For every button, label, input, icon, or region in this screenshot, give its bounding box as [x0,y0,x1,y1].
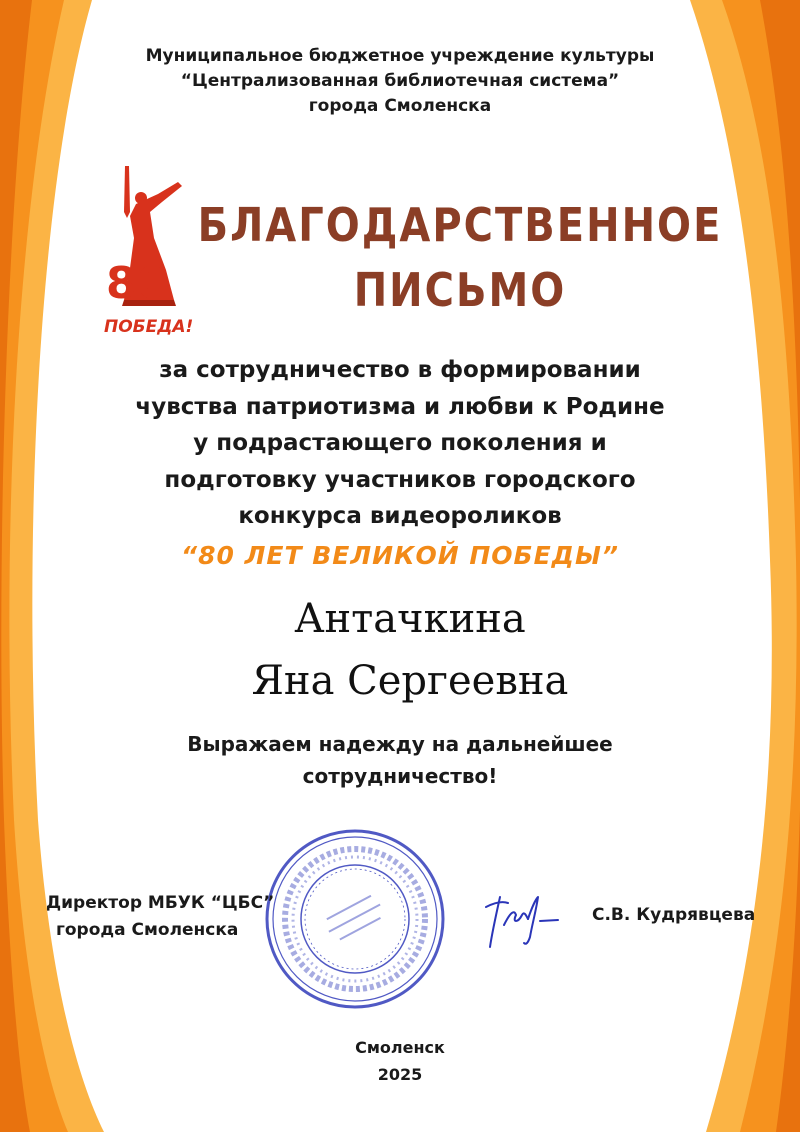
recipient-given-names: Яна Сергеевна [251,658,569,704]
reason-line-5: конкурса видеороликов [238,503,562,529]
director-position-line-2: города Смоленска [56,920,239,940]
closing-wish [120,728,680,792]
city-name: Смоленск [355,1038,445,1057]
document-title-line-2: ПИСЬМО [353,264,567,318]
reason-line-1: за сотрудничество в формировании [159,357,641,383]
emblem-number: 80 [106,258,168,309]
organization-line-1: Муниципальное бюджетное учреждение культуры [145,46,655,66]
handwritten-signature [482,885,582,955]
wish-line-1: Выражаем надежду на дальнейшее [187,732,613,756]
document-title-line-1: БЛАГОДАРСТВЕННОЕ [197,199,723,253]
director-position-line-1: Директор МБУК “ЦБС” [46,893,275,913]
gratitude-reason [110,352,690,535]
signer-name: С.В. Кудрявцева [592,905,756,925]
organization-line-3: города Смоленска [308,96,492,116]
contest-name: “80 ЛЕТ ВЕЛИКОЙ ПОБЕДЫ” [181,541,619,570]
reason-line-3: у подрастающего поколения и [193,430,607,456]
director-position [46,890,274,944]
organization-line-2: “Централизованная библиотечная система” [180,71,620,91]
organization-header [110,44,690,119]
year: 2025 [377,1065,423,1084]
recipient-surname: Антачкина [294,596,526,642]
official-stamp [262,826,448,1012]
wish-line-2: сотрудничество! [302,764,498,788]
reason-line-4: подготовку участников городского [164,466,636,493]
emblem-caption: ПОБЕДА! [104,317,194,337]
reason-line-2: чувства патриотизма и любви к Родине [135,393,665,420]
place-and-year [330,1034,470,1088]
